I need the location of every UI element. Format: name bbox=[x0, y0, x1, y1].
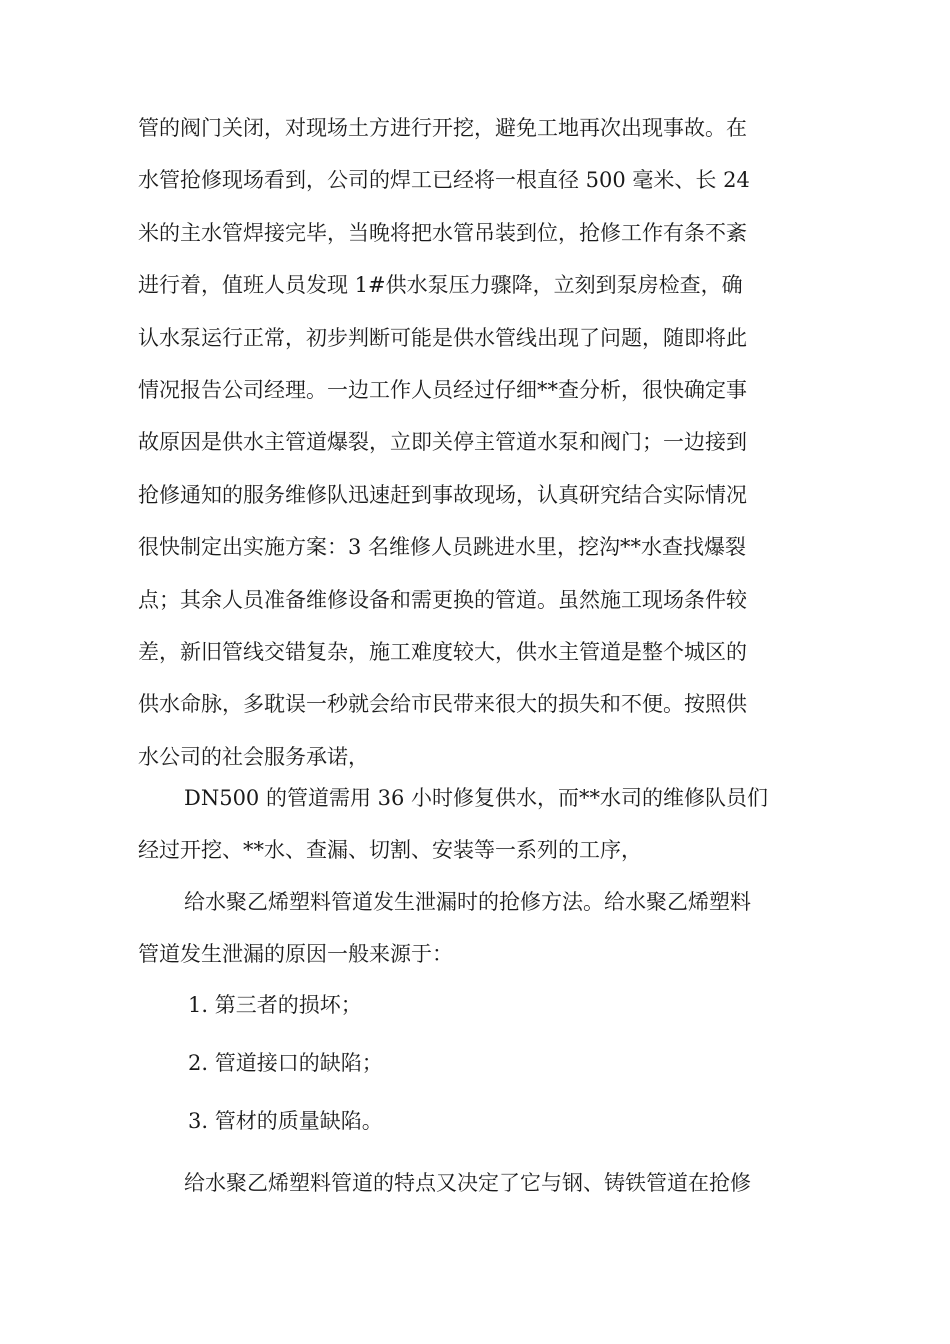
text-line: 差，新旧管线交错复杂，施工难度较大，供水主管道是整个城区的 bbox=[138, 639, 747, 664]
text-line: DN500 的管道需用 36 小时修复供水，而**水司的维修队员们 bbox=[184, 786, 769, 810]
text-line: 故原因是供水主管道爆裂，立即关停主管道水泵和阀门；一边接到 bbox=[138, 430, 747, 455]
text-line: 管道发生泄漏的原因一般来源于： bbox=[138, 942, 453, 967]
paragraph-3 bbox=[138, 876, 828, 981]
paragraph-2 bbox=[138, 772, 828, 877]
cause-list bbox=[138, 976, 828, 1150]
list-item: 2. 管道接口的缺陷； bbox=[188, 1051, 383, 1075]
text-line: 米的主水管焊接完毕，当晚将把水管吊装到位，抢修工作有条不紊 bbox=[138, 220, 747, 245]
list-item: 3. 管材的质量缺陷。 bbox=[188, 1109, 383, 1133]
text-line: 管的阀门关闭，对现场土方进行开挖，避免工地再次出现事故。在 bbox=[138, 116, 747, 140]
list-item: 1. 第三者的损坏； bbox=[188, 993, 362, 1017]
text-line: 给水聚乙烯塑料管道的特点又决定了它与钢、铸铁管道在抢修 bbox=[184, 1171, 751, 1195]
text-line: 认水泵运行正常，初步判断可能是供水管线出现了问题，随即将此 bbox=[138, 325, 747, 350]
text-line: 供水命脉，多耽误一秒就会给市民带来很大的损失和不便。按照供 bbox=[138, 692, 747, 717]
text-line: 给水聚乙烯塑料管道发生泄漏时的抢修方法。给水聚乙烯塑料 bbox=[184, 890, 751, 914]
text-line: 经过开挖、**水、查漏、切割、安装等一系列的工序， bbox=[138, 838, 642, 863]
text-line: 情况报告公司经理。一边工作人员经过仔细**查分析，很快确定事 bbox=[138, 377, 747, 402]
text-line: 水管抢修现场看到，公司的焊工已经将一根直径 500 毫米、长 24 bbox=[138, 168, 750, 193]
text-line: 水公司的社会服务承诺， bbox=[138, 744, 369, 769]
text-line: 点；其余人员准备维修设备和需更换的管道。虽然施工现场条件较 bbox=[138, 587, 747, 612]
paragraph-1 bbox=[138, 102, 828, 783]
paragraph-4 bbox=[138, 1157, 828, 1209]
text-line: 进行着，值班人员发现 1#供水泵压力骤降，立刻到泵房检查，确 bbox=[138, 273, 743, 298]
text-line: 很快制定出实施方案：3 名维修人员跳进水里，挖沟**水查找爆裂 bbox=[138, 535, 747, 560]
text-line: 抢修通知的服务维修队迅速赶到事故现场，认真研究结合实际情况 bbox=[138, 482, 747, 507]
